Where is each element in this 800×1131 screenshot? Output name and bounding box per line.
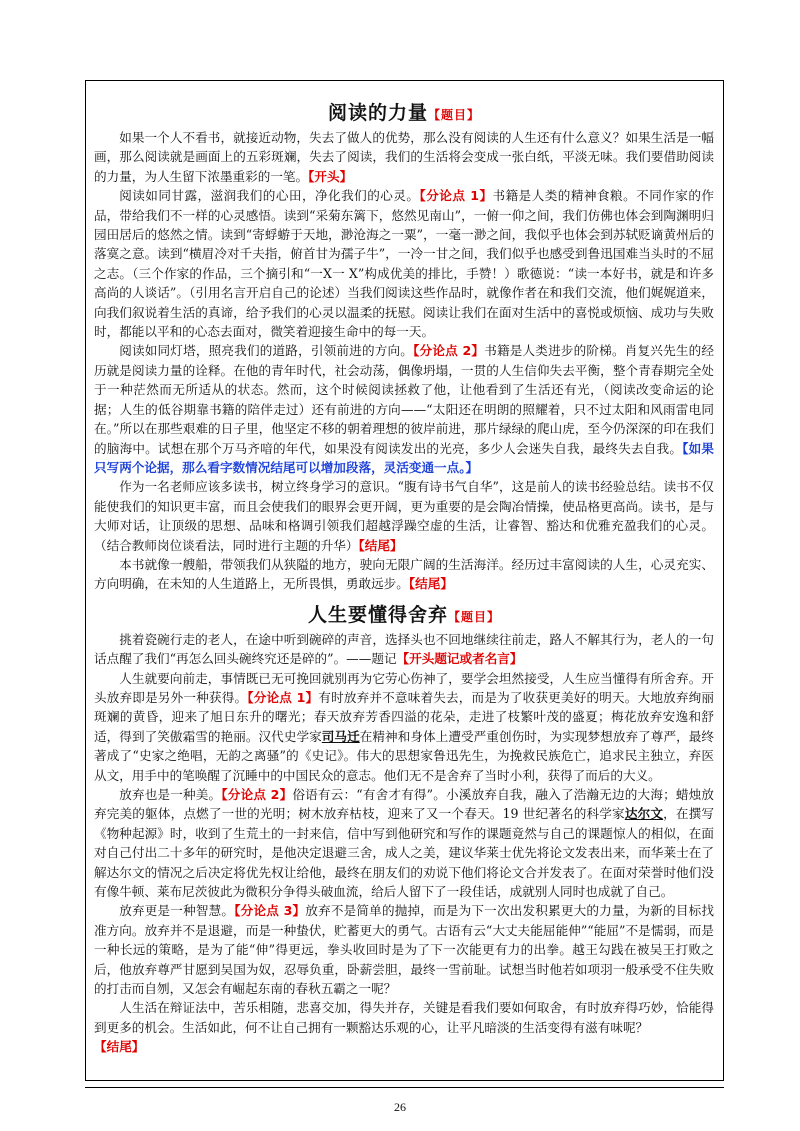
annotation-tag: 【开头】 bbox=[308, 168, 353, 184]
essay-2-title-text: 人生要懂得舍弃 bbox=[307, 603, 448, 626]
underlined-name: 司马迁 bbox=[321, 728, 360, 744]
annotation-tag: 【分论点 3】 bbox=[234, 903, 306, 919]
annotation-tag: 【开头题记或者名言】 bbox=[396, 651, 523, 667]
annotation-tag: 【分论点 1】 bbox=[419, 188, 493, 204]
document-content bbox=[94, 100, 714, 1057]
essay-2-paragraph-3: 放弃也是一种美。【分论点 2】俗语有云：“有舍才有得”。小溪放弃自我，融入了浩瀚无边的大海；蜡烛放弃完美的躯体，点燃了一世的光明；树木放弃枯枝，迎来了又一个春天。19 世纪著名的科学家达尔文，在撰写《物种起源》时，收到了生荒土的一封来信，信中写到他研究和写作的课题竟然与自己的课题惊人的相似，在面对自己付出二十多年的研究时，是他决定退避三舍，成人之美，建议华莱士优先将论文发表出来，而华莱士在了解达尔文的情况之后决定将优先权让给他，最终在朋友们的劝说下他们将论文合并发表了。在面对荣誉时他们没有像牛顿、莱布尼茨彼此为微积分争得头破血流，给后人留下了一段佳话，成就别人同时也成就了自己。 bbox=[94, 787, 714, 900]
essay-1-paragraph-4: 作为一名老师应该多读书，树立终身学习的意识。“腹有诗书气自华”，这是前人的读书经验总结。读书不仅能使我们的知识更丰富，而且会使我们的眼界会更开阔，更为重要的是会陶冶情操，使品格更高尚。读书，是与大师对话，让顶级的思想、品味和格调引领我们超越浮躁空虚的生活，让睿智、豁达和优雅充盈我们的心灵。（结合教师岗位谈看法，同时进行主题的升华）【结尾】 bbox=[94, 479, 714, 553]
annotation-tag: 【结尾】 bbox=[408, 576, 453, 592]
essay-1-paragraph-1: 如果一个人不看书，就接近动物，失去了做人的优势，那么没有阅读的人生还有什么意义？如果生活是一幅画，那么阅读就是画面上的五彩斑斓，失去了阅读，我们的生活将会变成一张白纸，平淡无味。我们要借助阅读的力量，为人生留下浓墨重彩的一笔。【开头】 bbox=[94, 130, 714, 184]
essay-1-title bbox=[94, 100, 714, 128]
essay-1-paragraph-3: 阅读如同灯塔，照亮我们的道路，引领前进的方向。【分论点 2】书籍是人类进步的阶梯。肖复兴先生的经历就是阅读力量的诠释。在他的青年时代，社会动荡，偶像坍塌，一贯的人生信仰失去平衡，整个青春期完全处于一种茫然而无所适从的状态。然而，这个时候阅读拯救了他，让他看到了生活还有光，（阅读改变命运的论据；人生的低谷期靠书籍的陪伴走过）还有前进的方向——“太阳还在明朗的照耀着，只不过太阳和风雨雷电同在。”所以在那些艰难的日子里，他坚定不移的朝着理想的彼岸前进，那片绿绿的爬山虎，至今仍深深的印在我们的脑海中。试想在那个万马齐喑的年代，如果没有阅读发出的光亮，多少人会迷失自我，最终失去自我。【如果只写两个论据，那么看字数情况结尾可以增加段落，灵活变通一点。】 bbox=[94, 343, 715, 475]
annotation-tag: 【分论点 2】 bbox=[221, 787, 293, 802]
annotation-tag: 【分论点 2】 bbox=[413, 343, 485, 359]
underlined-name: 达尔文 bbox=[624, 806, 664, 822]
essay-1-paragraph-5: 本书就像一艘船，带领我们从狭隘的地方，驶向无限广阔的生活海洋。经历过丰富阅读的人生，心灵充实、方向明确，在未知的人生道路上，无所畏惧，勇敢远步。【结尾】 bbox=[94, 556, 714, 592]
teacher-note: 【如果只写两个论据，那么看字数情况结尾可以增加段落，灵活变通一点。】 bbox=[94, 440, 715, 475]
essay-2-paragraph-2: 人生就要向前走，事情既已无可挽回就别再为它劳心伤神了，要学会坦然接受，人生应当懂得有所舍弃。开头放弃即是另外一种获得。【分论点 1】有时放弃并不意味着失去，而是为了收获更美好的明天。大地放弃绚丽斑斓的黄昏，迎来了旭日东升的曙光；春天放弃芳香四溢的花朵，走进了枝繁叶茂的盛夏；梅花放弃安逸和舒适，得到了笑傲霜雪的艳丽。汉代史学家司马迁在精神和身体上遭受严重创伤时，为实现梦想放弃了尊严，最终著成了“史家之绝唱，无韵之离骚”的《史记》。伟大的思想家鲁迅先生，为挽救民族危亡，追求民主独立，弃医从文，用手中的笔唤醒了沉睡中的中国民众的意志。他们无不是舍弃了当时小利，获得了而后的大义。 bbox=[94, 670, 715, 783]
page-footer-rule bbox=[85, 1087, 724, 1088]
essay-2-ending-tag-line bbox=[94, 1037, 714, 1056]
essay-1-title-text: 阅读的力量 bbox=[327, 102, 428, 124]
essay-2-paragraph-5: 人生活在辩证法中，苦乐相随，悲喜交加，得失并存，关键是看我们要如何取舍，有时放弃得巧妙，恰能得到更多的机会。生活如此，何不让自己拥有一颗豁达乐观的心，让平凡暗淡的生活变得有滋有味呢？ bbox=[94, 1000, 714, 1035]
annotation-tag: 【结尾】 bbox=[94, 1039, 145, 1055]
essay-2-title bbox=[94, 602, 714, 630]
page-number: 26 bbox=[394, 1100, 406, 1114]
essay-2-title-tag: 【题目】 bbox=[448, 609, 501, 624]
essay-2-paragraph-4: 放弃更是一种智慧。【分论点 3】放弃不是简单的抛掉，而是为下一次出发积累更大的力量，为新的目标找准方向。放弃并不是退避，而是一种蛰伏，贮蓄更大的勇气。古语有云“大丈夫能屈能伸”“能屈”不是懦弱，而是一种长远的策略，是为了能“伸”得更远，拳头收回时是为了下一次能更有力的出拳。越王勾践在被吴王打败之后，他放弃尊严甘愿到吴国为奴，忍辱负重，卧薪尝胆，最终一雪前耻。试想当时他若如项羽一般承受不住失败的打击而自刎，又怎会有崛起东南的春秋五霸之一呢？ bbox=[94, 903, 714, 997]
annotation-tag: 【结尾】 bbox=[358, 537, 403, 553]
essay-1-paragraph-2: 阅读如同甘露，滋润我们的心田，净化我们的心灵。【分论点 1】书籍是人类的精神食粮。不同作家的作品，带给我们不一样的心灵感悟。读到“采菊东篱下，悠然见南山”，一俯一仰之间，我们仿佛也体会到陶渊明归园田居后的悠然之情。读到“寄蜉蝣于天地，渺沧海之一粟”，一毫一渺之间，我似乎也体会到苏轼贬谪黄州后的落寞之意。读到“横眉冷对千夫指，俯首甘为孺子牛”，一冷一甘之间，我们似乎也感受到鲁迅国难当头时的不屈之志。（三个作家的作品，三个摘引和“一X一 X”构成优美的排比，手赞！）歌德说：“读一本好书，就是和许多高尚的人谈话”。（引用名言开启自己的论述）当我们阅读这些作品时，就像作者在和我们交流，他们娓娓道来，向我们叙说着生活的真谛，给予我们的心灵以温柔的抚慰。阅读让我们在面对生活中的喜悦或烦恼、成功与失败时，都能以平和的心态去面对，微笑着迎接生命中的每一天。 bbox=[94, 188, 715, 340]
annotation-tag: 【分论点 1】 bbox=[247, 689, 319, 705]
essay-1-title-tag: 【题目】 bbox=[428, 108, 481, 122]
essay-2-paragraph-1: 挑着瓷碗行走的老人，在途中听到碗碎的声音，选择头也不回地继续往前走，路人不解其行为，老人的一句话点醒了我们“再怎么回头碗终究还是碎的”。——题记【开头题记或者名言】 bbox=[94, 631, 714, 667]
